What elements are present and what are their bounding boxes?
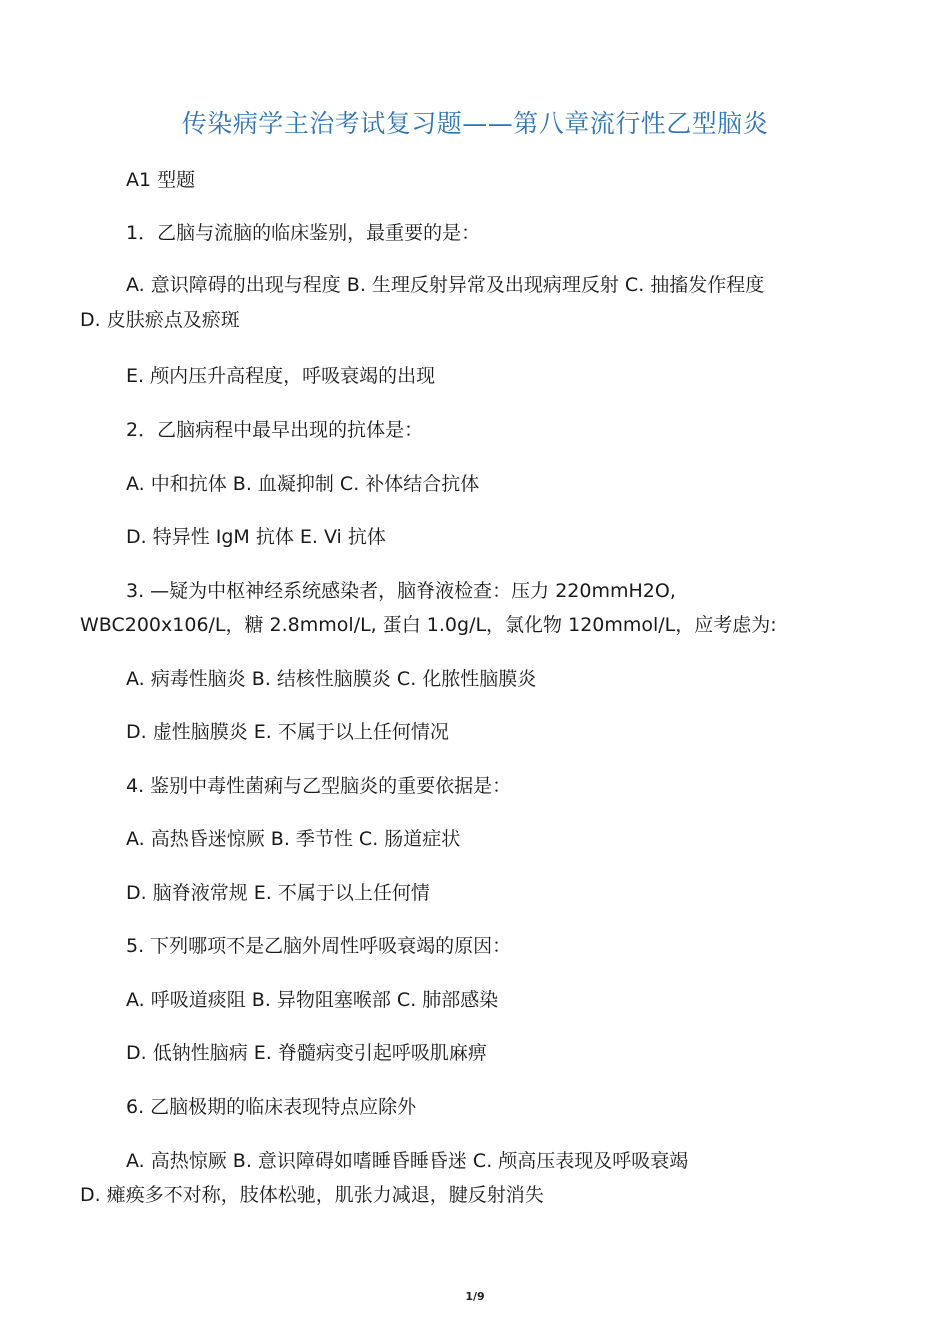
page-number: 1/9: [465, 1290, 485, 1303]
question-6: 6. 乙脑极期的临床表现特点应除外: [126, 1096, 417, 1118]
section-heading: A1 型题: [126, 169, 196, 191]
question-4-options: A. 高热昏迷惊厥 B. 季节性 C. 肠道症状: [126, 828, 461, 850]
question-4-options-cont: D. 脑脊液常规 E. 不属于以上任何情: [126, 882, 430, 904]
question-3: 3. —疑为中枢神经系统感染者，脑脊液检查：压力 220mmH2O,: [126, 580, 676, 602]
document-title: 传染病学主治考试复习题——第八章流行性乙型脑炎: [181, 109, 769, 138]
question-5: 5. 下列哪项不是乙脑外周性呼吸衰竭的原因：: [126, 935, 512, 957]
question-2-options: A. 中和抗体 B. 血凝抑制 C. 补体结合抗体: [126, 473, 480, 495]
question-3-options: A. 病毒性脑炎 B. 结核性脑膜炎 C. 化脓性脑膜炎: [126, 668, 537, 690]
question-3-options-cont: D. 虚性脑膜炎 E. 不属于以上任何情况: [126, 721, 449, 743]
question-5-options-cont: D. 低钠性脑病 E. 脊髓病变引起呼吸肌麻痹: [126, 1042, 487, 1064]
question-2: 2．乙脑病程中最早出现的抗体是：: [126, 419, 424, 441]
question-3-cont: WBC200x106/L，糖 2.8mmol/L, 蛋白 1.0g/L，氯化物 120mmol/L，应考虑为:: [80, 614, 777, 636]
question-4: 4. 鉴别中毒性菌痢与乙型脑炎的重要依据是：: [126, 775, 512, 797]
question-6-options-cont: D. 瘫痪多不对称，肢体松驰，肌张力减退，腱反射消失: [80, 1184, 544, 1206]
question-1-option-e: E. 颅内压升高程度，呼吸衰竭的出现: [126, 365, 436, 387]
question-2-options-cont: D. 特异性 IgM 抗体 E. Vi 抗体: [126, 526, 386, 548]
question-6-options: A. 高热惊厥 B. 意识障碍如嗜睡昏睡昏迷 C. 颅高压表现及呼吸衰竭: [126, 1150, 689, 1172]
question-5-options: A. 呼吸道痰阻 B. 异物阻塞喉部 C. 肺部感染: [126, 989, 499, 1011]
question-1: 1．乙脑与流脑的临床鉴别，最重要的是：: [126, 222, 481, 244]
question-1-options: A. 意识障碍的出现与程度 B. 生理反射异常及出现病理反射 C. 抽搐发作程度: [126, 274, 765, 296]
question-1-options-cont: D. 皮肤瘀点及瘀斑: [80, 309, 240, 331]
